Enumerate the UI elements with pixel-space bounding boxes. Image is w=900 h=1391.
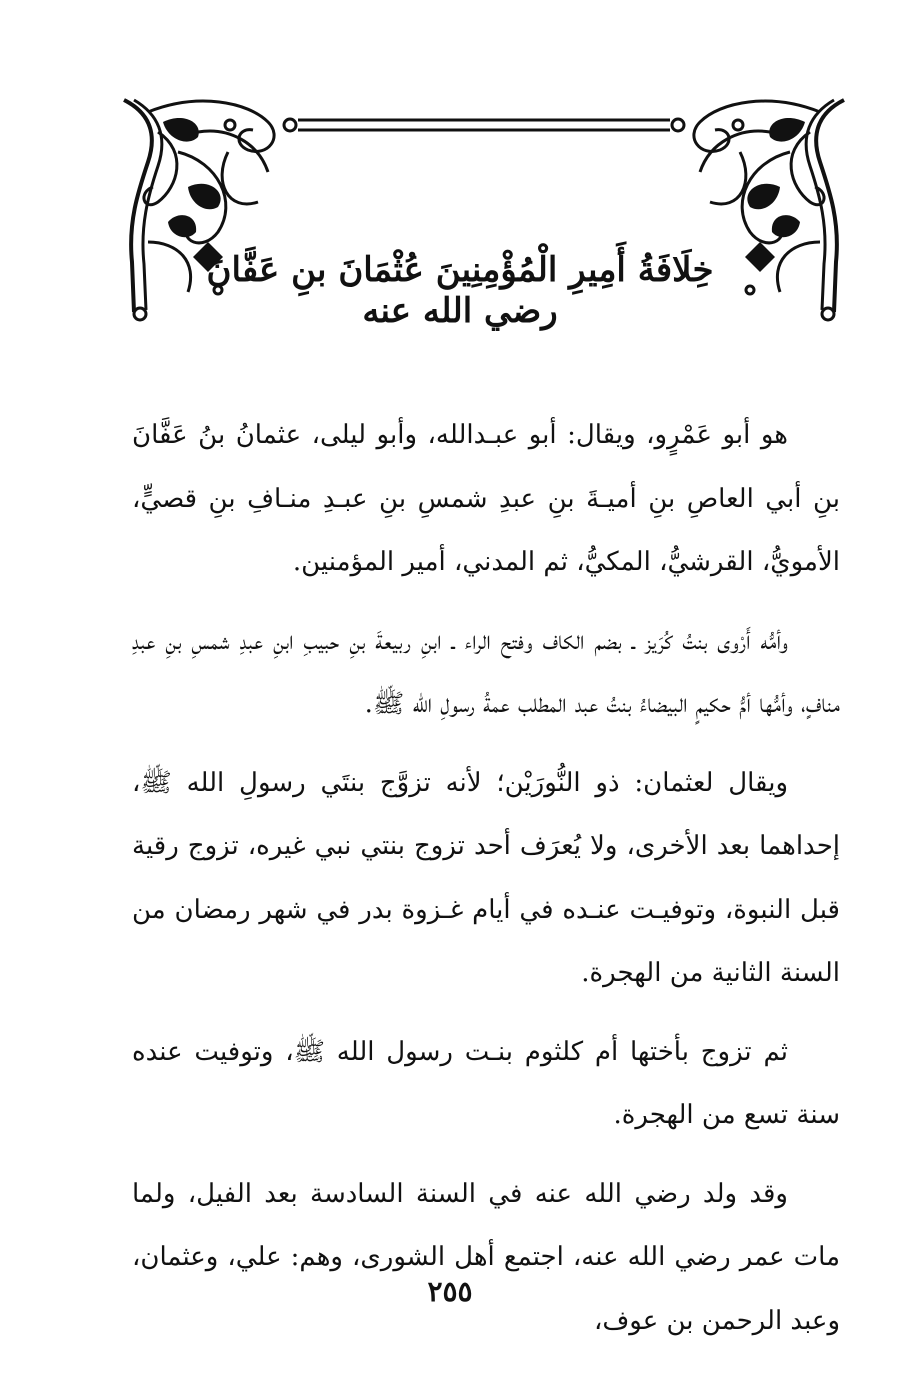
chapter-title: خِلَافَةُ أَمِيرِ الْمُؤْمِنِينَ عُثْمَانَ بنِ عَفَّانَ رضي الله عنه bbox=[206, 250, 714, 331]
paragraph: وأمُّه أَرْوى بنتُ كُرَيز ـ بضم الكاف وفتح الراء ـ ابنِ ربيعةَ بنِ حبيبِ ابنِ عبدِ شمسِ بنِ عبدِ منافٍ، وأمُّها أمُّ حكيمٍ البيضاءُ بنتُ عبد المطلب عمةُ رسولِ الله ﷺ. bbox=[132, 625, 840, 719]
body-text bbox=[132, 404, 840, 1368]
page-number: ٢٥٥ bbox=[427, 1275, 473, 1308]
paragraph: وقد ولد رضي الله عنه في السنة السادسة بعد الفيل، ولما مات عمر رضي الله عنه، اجتمع أهل الشورى، وهم: علي، وعثمان، وعبد الرحمن بن عوف، bbox=[132, 1178, 840, 1336]
paragraph: ويقال لعثمان: ذو النُّورَيْن؛ لأنه تزوَّج بنتَي رسولِ الله ﷺ، إحداهما بعد الأخرى، ولا يُعرَف أحد تزوج بنتي نبي غيره، تزوج رقية قبل النبوة، وتوفيـت عنـده في أيام غـزوة بدر في شهر رمضان من السنة الثانية من الهجرة. bbox=[132, 767, 840, 988]
paragraph: هو أبو عَمْرٍو، ويقال: أبو عبـدالله، وأبو ليلى، عثمانُ بنُ عَفَّانَ بنِ أبي العاصِ بنِ أميـةَ بنِ عبدِ شمسِ بنِ عبـدِ منـافِ بنِ قصيٍّ، الأمويُّ، القرشيُّ، المكيُّ، ثم المدني، أمير المؤمنين. bbox=[132, 420, 840, 577]
paragraph: ثم تزوج بأختها أم كلثوم بنـت رسول الله ﷺ، وتوفيت عنده سنة تسع من الهجرة. bbox=[132, 1036, 840, 1130]
